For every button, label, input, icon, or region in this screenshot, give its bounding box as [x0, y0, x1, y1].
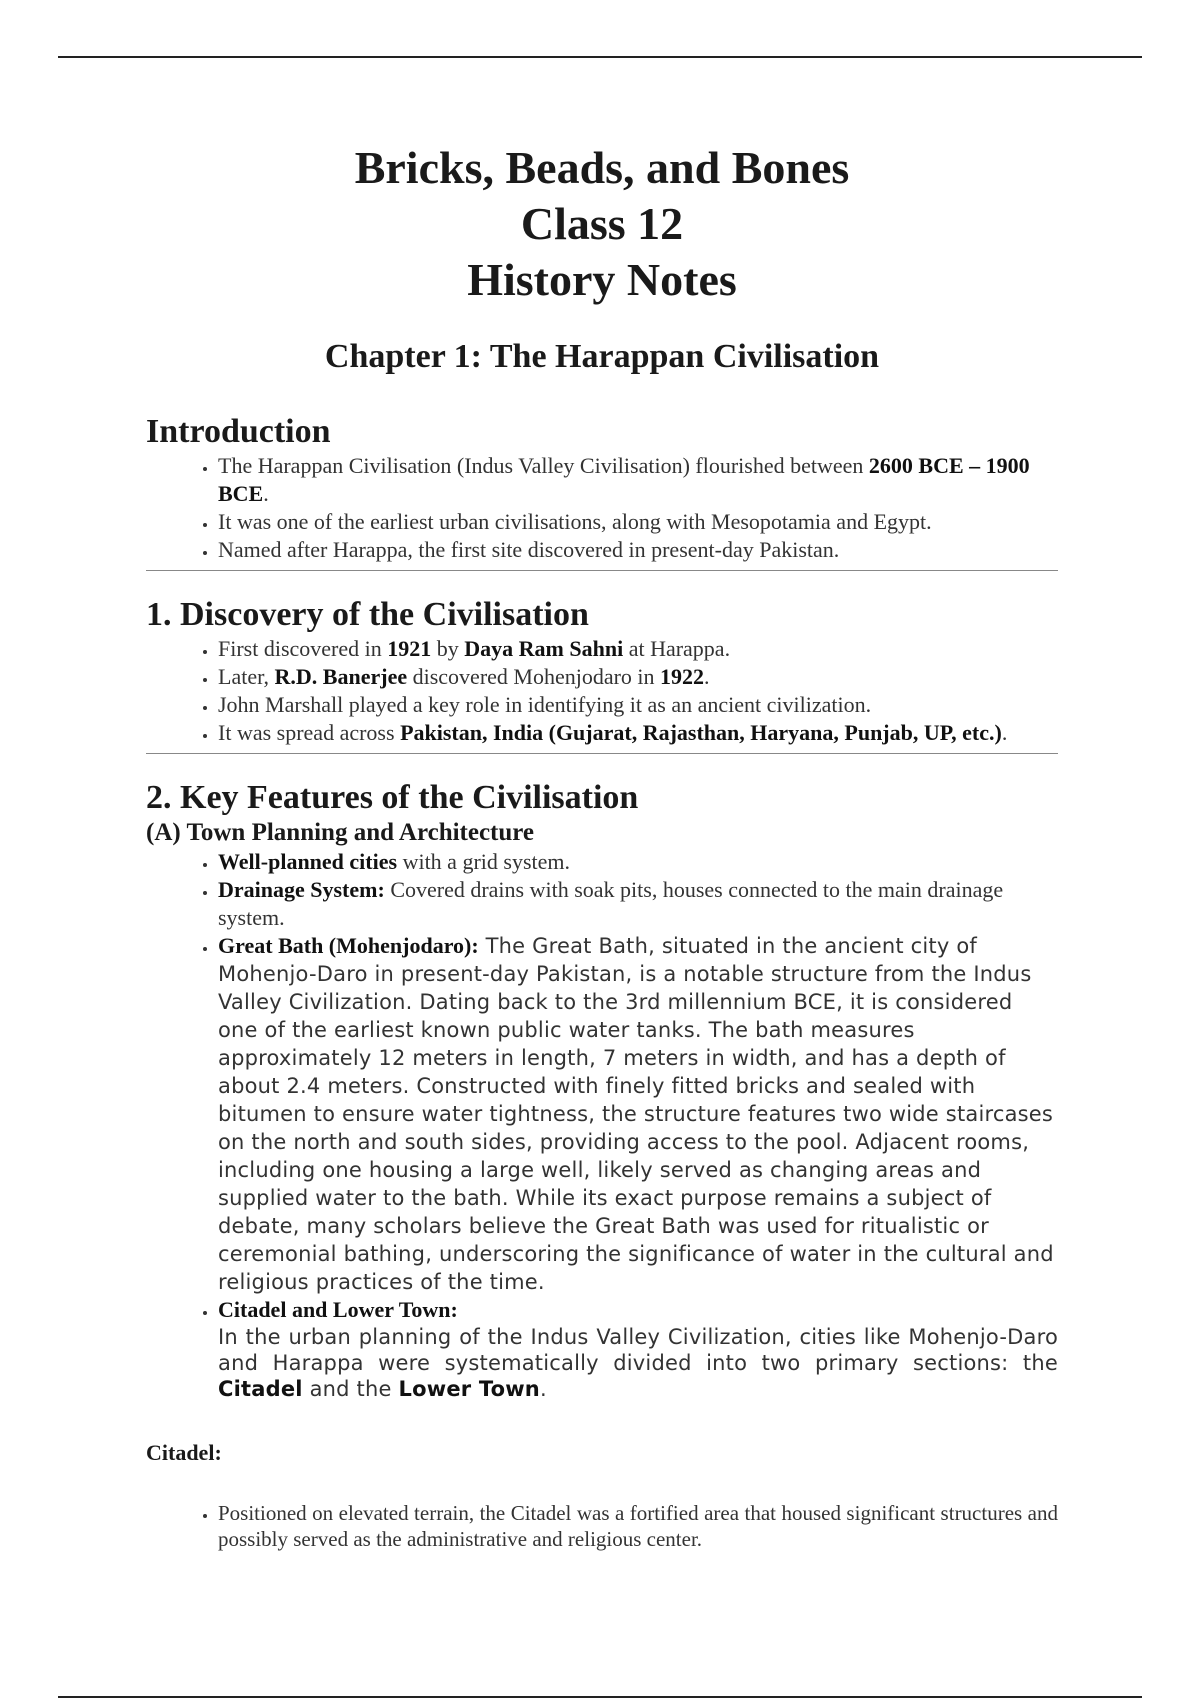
regions: Pakistan, India (Gujarat, Rajasthan, Haryana, Punjab, UP, etc.): [400, 720, 1002, 745]
list-item: [218, 719, 1058, 747]
text: .: [704, 664, 710, 689]
text: The Harappan Civilisation (Indus Valley Civilisation) flourished between: [218, 453, 869, 478]
item-label: Citadel and Lower Town:: [218, 1297, 458, 1322]
citadel-list: [146, 1500, 1058, 1552]
person-name: Daya Ram Sahni: [464, 636, 624, 661]
title-line-2: Class 12: [520, 198, 684, 249]
text: First discovered in: [218, 636, 388, 661]
text: discovered Mohenjodaro in: [407, 664, 661, 689]
text: by: [431, 636, 465, 661]
list-item: [218, 635, 1058, 663]
list-item: [218, 452, 1058, 508]
list-item: [218, 848, 1058, 876]
date-range: 2600 BCE – 1900 BCE: [218, 453, 1030, 506]
list-item: [218, 932, 1058, 1296]
text: In the urban planning of the Indus Valley Civilization, cities like Mohenjo-Daro and Harappa were systematically divided into two primary sections: the: [218, 1325, 1058, 1375]
term-lower-town: Lower Town: [398, 1377, 540, 1401]
item-label: Great Bath (Mohenjodaro):: [218, 933, 479, 958]
year: 1921: [387, 636, 432, 661]
person-name: R.D. Banerjee: [274, 664, 408, 689]
citadel-intro-paragraph: [218, 1324, 1058, 1402]
divider: [146, 753, 1058, 754]
text: and the: [302, 1377, 399, 1401]
text: .: [263, 481, 269, 506]
chapter-heading: Chapter 1: The Harappan Civilisation: [324, 338, 880, 375]
discovery-list: [146, 635, 1058, 747]
title-line-3: History Notes: [467, 254, 737, 305]
item-label: Drainage System:: [218, 877, 385, 902]
item-label: Well-planned cities: [218, 849, 398, 874]
list-item: [218, 876, 1058, 932]
bottom-rule: [58, 1696, 1142, 1698]
list-item: • Positioned on elevated terrain, the Citadel was a fortified area that housed significant structures and possibly served as the administrative and religious center.: [218, 1500, 1058, 1552]
intro-list: [146, 452, 1058, 564]
town-planning-subheading: (A) Town Planning and Architecture: [146, 819, 535, 846]
document-title: [146, 140, 1058, 308]
citadel-heading: Citadel:: [146, 1440, 222, 1465]
features-heading: 2. Key Features of the Civilisation: [146, 779, 639, 816]
divider: [146, 570, 1058, 571]
list-item: • John Marshall played a key role in identifying it as an ancient civilization.: [218, 691, 1058, 719]
list-item: [218, 1296, 1058, 1402]
list-item: [218, 663, 1058, 691]
list-item: • Named after Harappa, the first site discovered in present-day Pakistan.: [218, 536, 1058, 564]
document-body: [146, 140, 1058, 1552]
text: .: [539, 1377, 547, 1401]
list-item: • It was one of the earliest urban civilisations, along with Mesopotamia and Egypt.: [218, 508, 1058, 536]
intro-heading: Introduction: [146, 413, 331, 450]
text: .: [1001, 720, 1008, 745]
text: It was spread across: [218, 720, 401, 745]
discovery-heading: 1. Discovery of the Civilisation: [146, 596, 589, 633]
year: 1922: [660, 664, 705, 689]
text: with a grid system.: [397, 849, 570, 874]
text: Later,: [218, 664, 275, 689]
title-line-1: Bricks, Beads, and Bones: [354, 142, 850, 193]
text: Covered drains with soak pits, houses connected to the main drainage system.: [218, 877, 1004, 930]
great-bath-paragraph: The Great Bath, situated in the ancient city of Mohenjo-Daro in present-day Pakistan, is a notable structure from the Indus Valley Civilization. Dating back to the 3rd millennium BCE, it is considered one of the earliest known public water tanks. The bath measures approximately 12 meters in length, 7 meters in width, and has a depth of about 2.4 meters. Constructed with finely fitted bricks and sealed with bitumen to ensure water tightness, the structure features two wide staircases on the north and south sides, providing access to the pool. Adjacent rooms, including one housing a large well, likely served as changing areas and supplied water to the bath. While its exact purpose remains a subject of debate, many scholars believe the Great Bath was used for ritualistic or ceremonial bathing, underscoring the significance of water in the cultural and religious practices of the time.: [218, 934, 1054, 1294]
top-rule: [58, 56, 1142, 58]
text: at Harappa.: [623, 636, 731, 661]
features-list: [146, 848, 1058, 1402]
term-citadel: Citadel: [218, 1377, 303, 1401]
